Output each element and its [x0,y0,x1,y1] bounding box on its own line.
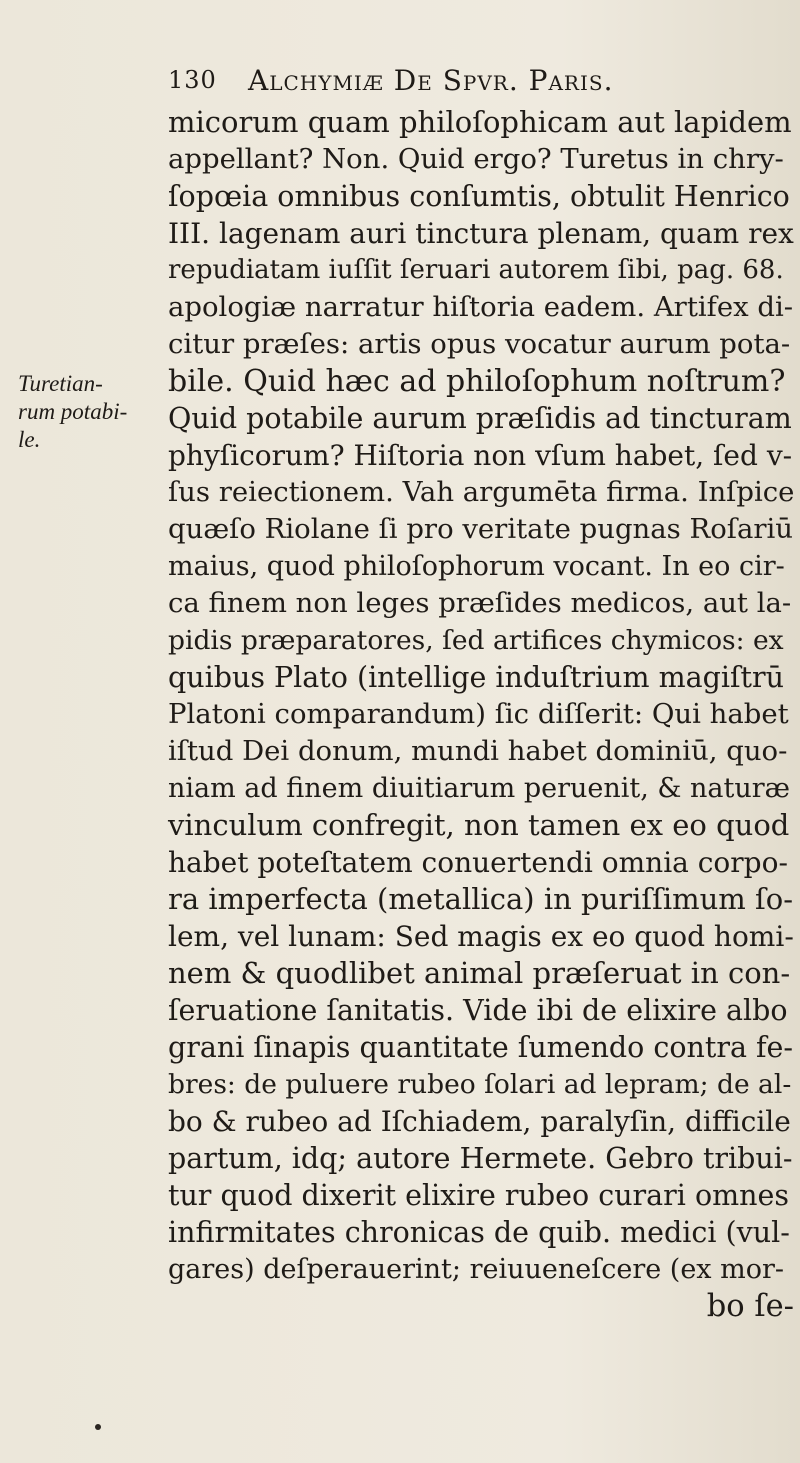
text-line: habet poteſtatem conuertendi omnia corpo- [168,846,788,879]
page-number: 130 [168,66,217,94]
text-line: partum, idq; autore Hermete. Gebro tribui- [168,1142,793,1175]
page-header [168,60,728,104]
text-line: lem, vel lunam: Sed magis ex eo quod homi- [168,920,794,953]
ink-dot [95,1424,101,1430]
text-line: citur præſes: artis opus vocatur aurum pota- [168,328,791,360]
text-line: niam ad finem diuitiarum peruenit, & naturæ [168,773,791,804]
text-line: quibus Plato (intellige induſtrium magiſtrū [168,661,784,694]
text-line: tur quod dixerit elixire rubeo curari omnes [168,1179,790,1212]
text-line: III. lagenam auri tinctura plenam, quam rex [168,217,794,250]
text-line: Platoni comparandum) ſic diſſerit: Qui habet [168,698,789,730]
text-line: phyſicorum? Hiſtoria non vſum habet, ſed v- [168,439,793,472]
text-line: pidis præparatores, ſed artifices chymicos: ex [168,625,784,656]
text-line: grani ſinapis quantitate ſumendo contra fe- [168,1031,794,1064]
text-block [168,104,794,1325]
text-line: nem & quodlibet animal præſeruat in con- [168,956,791,990]
marginal-note [18,370,158,454]
text-line: iſtud Dei donum, mundi habet dominiū, quo- [168,735,788,767]
text-line: appellant? Non. Quid ergo? Turetus in chry- [168,143,784,175]
running-title: Alchymiæ De Spvr. Paris. [248,64,614,97]
text-line: repudiatam iuſſit ſeruari autorem ſibi, pag. 68. [168,255,784,285]
marginal-note-line: Turetian- [18,371,103,396]
text-line: ſopœia omnibus conſumtis, obtulit Henrico [168,180,790,213]
text-line: ra imperfecta (metallica) in puriſſimum ſo- [168,882,794,916]
text-line: gares) deſperauerint; reiuueneſcere (ex mor- [168,1254,785,1285]
text-line: bo & rubeo ad Iſchiadem, paralyſin, difficile [168,1105,791,1138]
text-line: bres: de puluere rubeo ſolari ad lepram; de al- [168,1069,792,1100]
text-line: infirmitates chronicas de quib. medici (vul- [168,1216,790,1249]
text-line: ca finem non leges præſides medicos, aut la- [168,587,792,619]
text-line: Quid potabile aurum præſidis ad tincturam [168,402,792,435]
text-line: micorum quam philoſophicam aut lapidem [168,105,792,139]
text-line: quæſo Riolane ſi pro veritate pugnas Roſariū [168,513,794,545]
marginal-note-line: le. [18,427,41,452]
text-line: vinculum confregit, non tamen ex eo quod [168,808,790,842]
text-line: bile. Quid hæc ad philoſophum noſtrum? [168,364,786,399]
text-line: ſeruatione ſanitatis. Vide ibi de elixire albo [168,994,788,1027]
catchword: bo ſe- [706,1289,794,1324]
marginal-note-line: rum potabi- [18,399,128,424]
text-line: maius, quod philoſophorum vocant. In eo cir- [168,551,785,582]
text-line: ſus reiectionem. Vah argumēta firma. Inſpice [168,476,795,508]
text-line: apologiæ narratur hiſtoria eadem. Artifex di- [168,291,794,323]
